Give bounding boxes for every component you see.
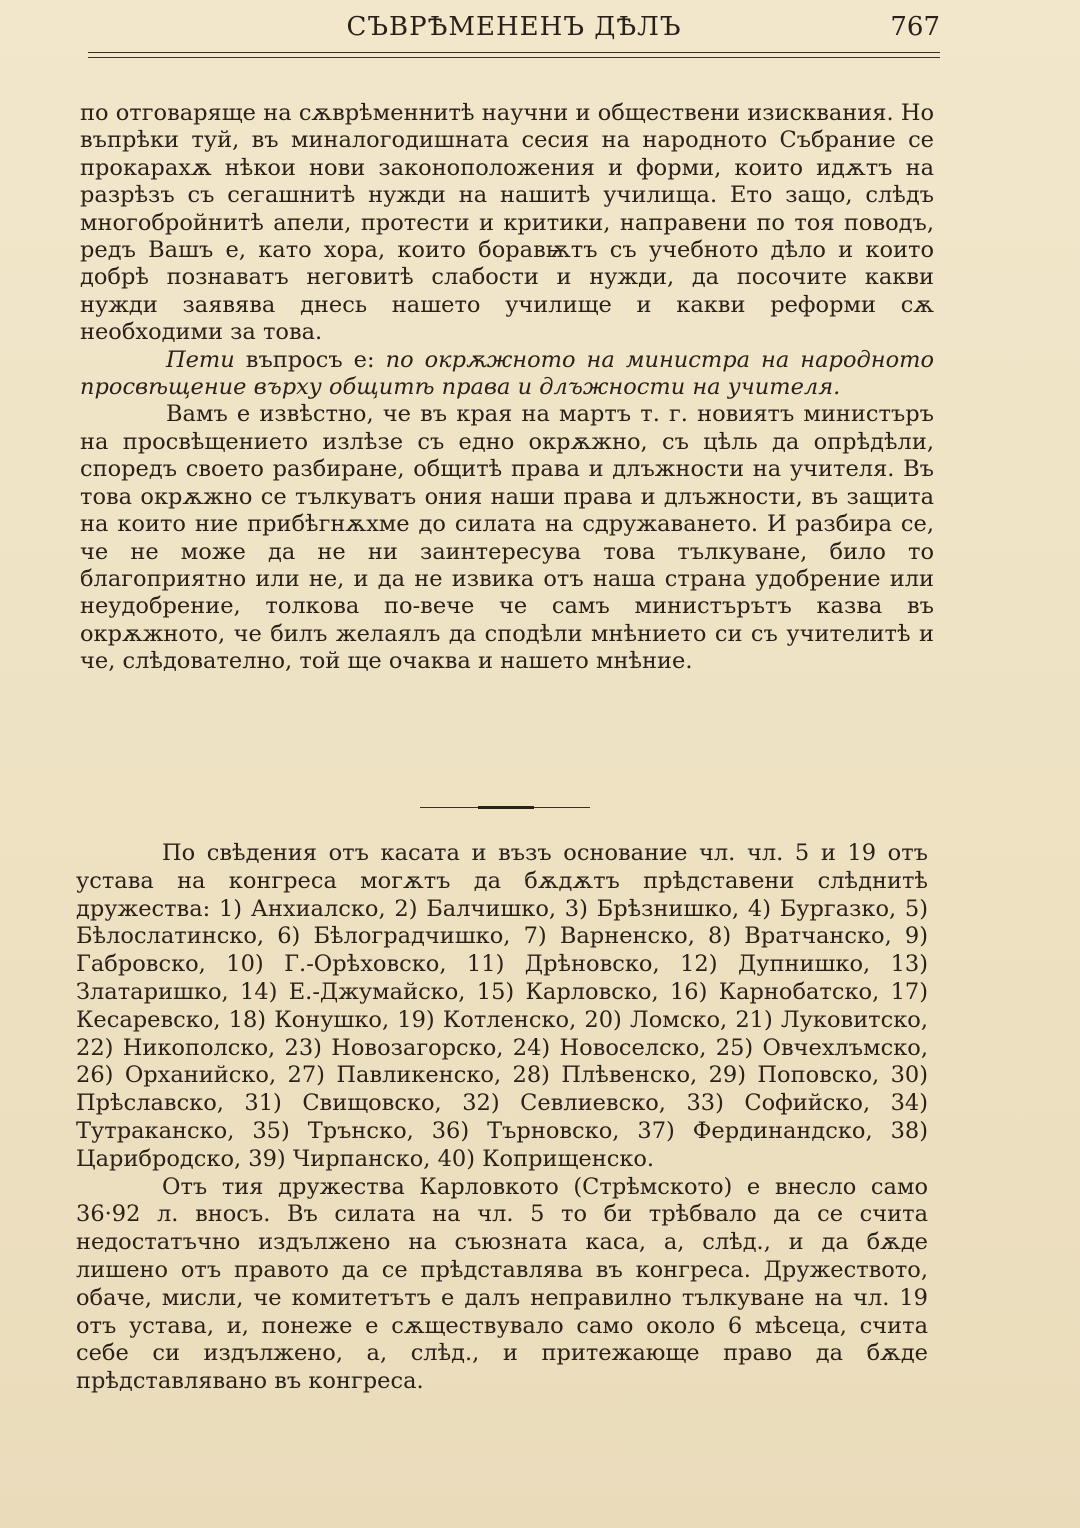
section-divider — [420, 806, 590, 810]
header-rule-secondary — [88, 57, 940, 58]
fifth-question-topic: по окрѫжното на министра на народното просвѣщение върху общитѣ права и длъжности на учителя. — [80, 346, 934, 401]
fifth-question-lead: Пети — [166, 346, 235, 373]
header-rule — [88, 52, 940, 53]
running-head — [88, 12, 940, 48]
page-number: 767 — [890, 12, 940, 42]
paragraph-reforms: по отговаряще на сѫврѣменнитѣ научни и обществени изисквания. Но въпрѣки туй, въ миналогодишната сесия на народното Събрание се прокарахѫ нѣкои нови законоположения и форми, които идѫтъ на разрѣзъ съ сегашнитѣ нужди на нашитѣ училища. Ето защо, слѣдъ многобройнитѣ апели, протести и критики, направени по тоя поводъ, редъ Вашъ е, като хора, които боравѭтъ съ учебното дѣло и които добрѣ познаватъ неговитѣ слабости и нужди, да посочите какви нужди заявява днесь нашето училище и какви реформи сѫ необходими за това. — [80, 100, 934, 346]
paragraph-circular: Вамъ е извѣстно, че въ края на мартъ т. г. новиятъ министъръ на просвѣщението излѣзе съ едно окрѫжно, съ цѣль да опрѣдѣли, споредъ своето разбиране, общитѣ права и длъжности на учителя. Въ това окрѫжно се тълкуватъ ония наши права и длъжности, въ защита на които ние прибѣгнѫхме до силата на сдружаването. И разбира се, че не може да не ни заинтересува това тълкуване, било то благоприятно или не, и да не извика отъ наша страна удобрение или неудобрение, толкова по-вече че самъ министърътъ казва въ окрѫжното, че билъ желаялъ да сподѣли мнѣнието си съ учителитѣ и че, слѣдователно, той ще очаква и нашето мнѣние. — [80, 401, 934, 675]
running-title: СЪВРѢМЕНЕНЪ ДѢЛЪ — [346, 12, 682, 42]
paragraph-society-list: По свѣдения отъ касата и възъ основание чл. чл. 5 и 19 отъ устава на конгреса могѫтъ да бѫдѫтъ прѣдставени слѣднитѣ дружества: 1) Анхиалско, 2) Балчишко, 3) Брѣзнишко, 4) Бургазко, 5) Бѣлослатинско, 6) Бѣлоградчишко, 7) Варненско, 8) Вратчанско, 9) Габровско, 10) Г.-Орѣховско, 11) Дрѣновско, 12) Дупнишко, 13) Златаришко, 14) Е.-Джумайско, 15) Карловско, 16) Карнобатско, 17) Кесаревско, 18) Конушко, 19) Котленско, 20) Ломско, 21) Луковитско, 22) Никополско, 23) Новозагорско, 24) Новоселско, 25) Овчехлъмско, 26) Орханийско, 27) Павликенско, 28) Плѣвенско, 29) Поповско, 30) Прѣславско, 31) Свищовско, 32) Севлиевско, 33) Софийско, 34) Тутраканско, 35) Трънско, 36) Търновско, 37) Фердинандско, 38) Царибродско, 39) Чирпанско, 40) Коприщенско. — [76, 840, 928, 1172]
paragraph-karlovo-society: Отъ тия дружества Карловкото (Стрѣмското) е внесло само 36·92 л. вносъ. Въ силата на чл. 5 то би трѣбвало да се счита недостатъчно издължено на съюзната каса, а, слѣд., и да бѫде лишено отъ правото да се прѣдставлява въ конгреса. Дружеството, обаче, мисли, че комитетътъ е далъ неправилно тълкуване на чл. 19 отъ устава, и, понеже е сѫществувало само около 6 мѣсеца, счита себе си издължено, а, слѣд., и притежающе право да бѫде прѣдставлявано въ конгреса. — [76, 1173, 928, 1395]
section-questions — [80, 100, 934, 676]
fifth-question-mid: въпросъ е: — [234, 346, 386, 373]
section-societies — [76, 840, 928, 1396]
paragraph-fifth-question — [80, 347, 934, 402]
